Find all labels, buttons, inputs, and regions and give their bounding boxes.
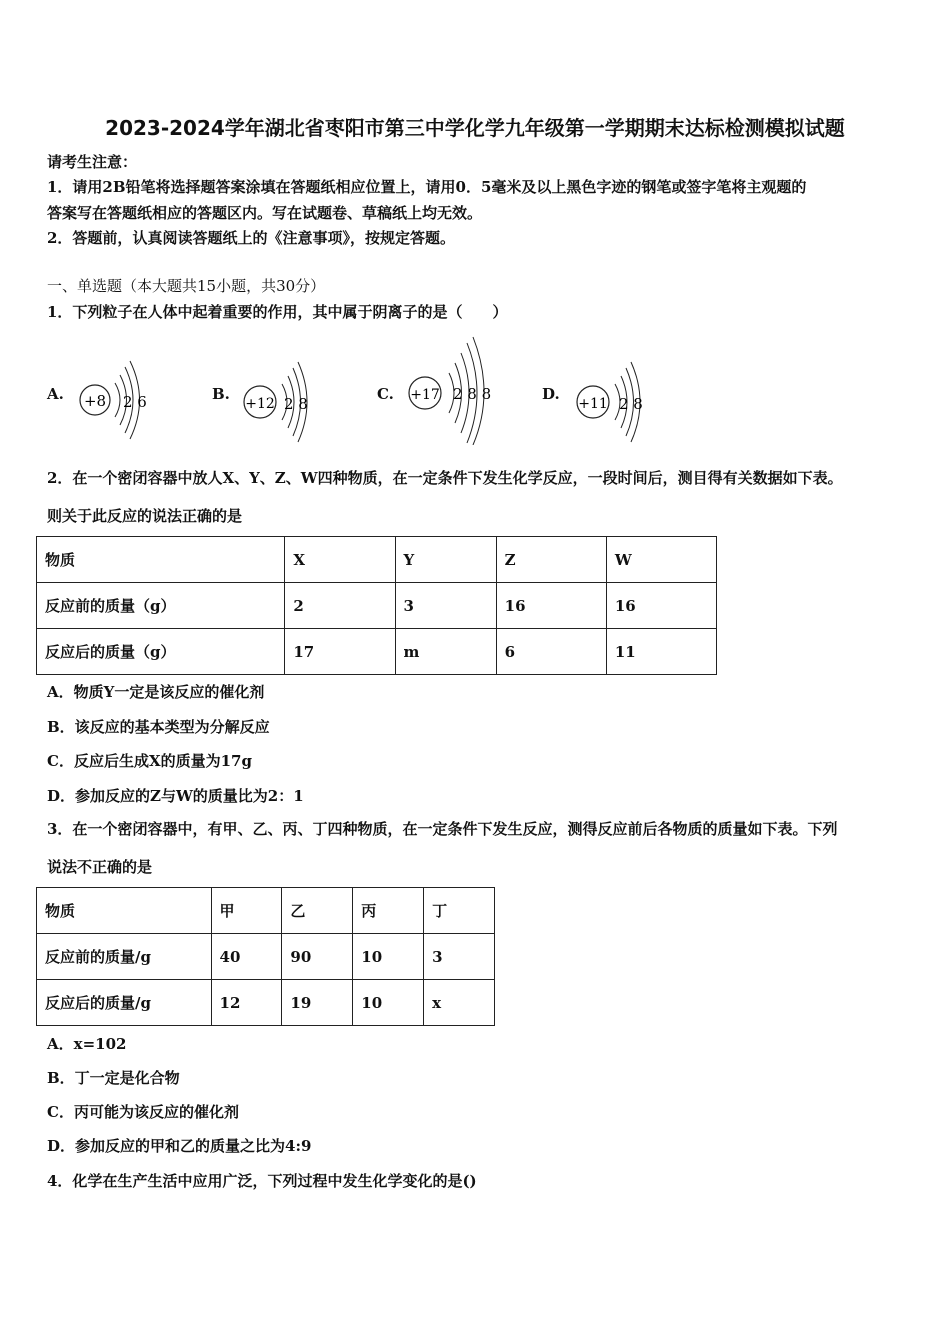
table-cell: Z [496,537,606,583]
table-cell: 6 [496,629,606,675]
table-cell: 10 [353,934,424,980]
q2-data-table [36,536,717,675]
q1-stem: 1．下列粒子在人体中起着重要的作用，其中属于阴离子的是（ ） [47,303,508,321]
q3-stem-line-1: 3．在一个密闭容器中，有甲、乙、丙、丁四种物质，在一定条件下发生反应，测得反应前后各物质的质量如下表。下列 [47,820,838,838]
table-cell: 3 [395,583,496,629]
table-cell: Y [395,537,496,583]
q1-option-a-atom-diagram [75,355,165,445]
table-cell: 丁 [424,888,495,934]
table-cell: 16 [606,583,716,629]
q2-stem-line-2: 则关于此反应的说法正确的是 [47,507,243,525]
table-cell: 2 [285,583,395,629]
table-cell: x [424,980,495,1026]
table-cell: 19 [282,980,353,1026]
table-row [37,629,717,675]
table-cell: 3 [424,934,495,980]
table-row [37,980,495,1026]
q2-option-b: B．该反应的基本类型为分解反应 [47,718,270,736]
q1-option-b-nucleus: +12 [245,396,275,412]
table-cell: 40 [211,934,282,980]
q1-option-a-shells: 2 6 [123,393,147,411]
table-cell: 反应前的质量（g） [37,583,285,629]
q2-option-c: C．反应后生成X的质量为17g [47,752,252,770]
q1-option-b-atom-diagram [240,358,330,448]
q1-option-a-label: A. [47,385,64,403]
section-heading: 一、单选题（本大题共15小题，共30分） [47,277,326,295]
table-cell: 16 [496,583,606,629]
table-cell: 甲 [211,888,282,934]
notice-line-2: 答案写在答题纸相应的答题区内。写在试题卷、草稿纸上均无效。 [47,204,483,222]
q1-option-b-shells: 2 8 [284,395,308,413]
q1-option-c-nucleus: +17 [410,387,440,403]
q1-option-a-nucleus: +8 [83,392,107,410]
q2-option-a: A．物质Y一定是该反应的催化剂 [47,683,265,701]
q3-stem-line-2: 说法不正确的是 [47,858,153,876]
q1-option-c-shells: 2 8 8 [453,385,492,403]
q2-option-d: D．参加反应的Z与W的质量比为2：1 [47,787,304,805]
table-cell: 90 [282,934,353,980]
notice-line-3: 2．答题前，认真阅读答题纸上的《注意事项》，按规定答题。 [47,229,455,247]
q1-option-c-label: C. [377,385,394,403]
q3-option-c: C．丙可能为该反应的催化剂 [47,1103,239,1121]
q1-option-b-label: B. [212,385,230,403]
table-cell: 物质 [37,537,285,583]
table-cell: 12 [211,980,282,1026]
q3-option-d: D．参加反应的甲和乙的质量之比为4:9 [47,1137,312,1155]
notice-heading: 请考生注意： [47,153,138,171]
table-cell: m [395,629,496,675]
table-row [37,934,495,980]
page-title: 2023-2024学年湖北省枣阳市第三中学化学九年级第一学期期末达标检测模拟试题 [105,116,845,140]
q2-stem-line-1: 2．在一个密闭容器中放人X、Y、Z、W四种物质，在一定条件下发生化学反应，一段时间后，测目得有关数据如下表。 [47,469,843,487]
q1-option-d-nucleus: +11 [578,396,608,412]
q4-stem: 4．化学在生产生活中应用广泛，下列过程中发生化学变化的是() [47,1172,477,1190]
q3-option-a: A．x=102 [47,1035,127,1053]
table-row [37,888,495,934]
table-cell: 反应后的质量（g） [37,629,285,675]
q3-data-table [36,887,495,1026]
table-cell: 乙 [282,888,353,934]
table-cell: X [285,537,395,583]
notice-line-1: 1．请用2B铅笔将选择题答案涂填在答题纸相应位置上，请用0．5毫米及以上黑色字迹的钢笔或签字笔将主观题的 [47,178,807,196]
q1-option-d-label: D. [542,385,560,403]
table-cell: 物质 [37,888,212,934]
table-cell: 17 [285,629,395,675]
q1-option-d-atom-diagram [573,358,663,448]
q3-option-b: B．丁一定是化合物 [47,1069,180,1087]
table-cell: W [606,537,716,583]
q1-option-d-shells: 2 8 [619,395,643,413]
table-row [37,583,717,629]
table-cell: 11 [606,629,716,675]
table-cell: 丙 [353,888,424,934]
q1-option-c-atom-diagram [405,335,505,445]
table-cell: 10 [353,980,424,1026]
table-cell: 反应后的质量/g [37,980,212,1026]
table-cell: 反应前的质量/g [37,934,212,980]
table-row [37,537,717,583]
